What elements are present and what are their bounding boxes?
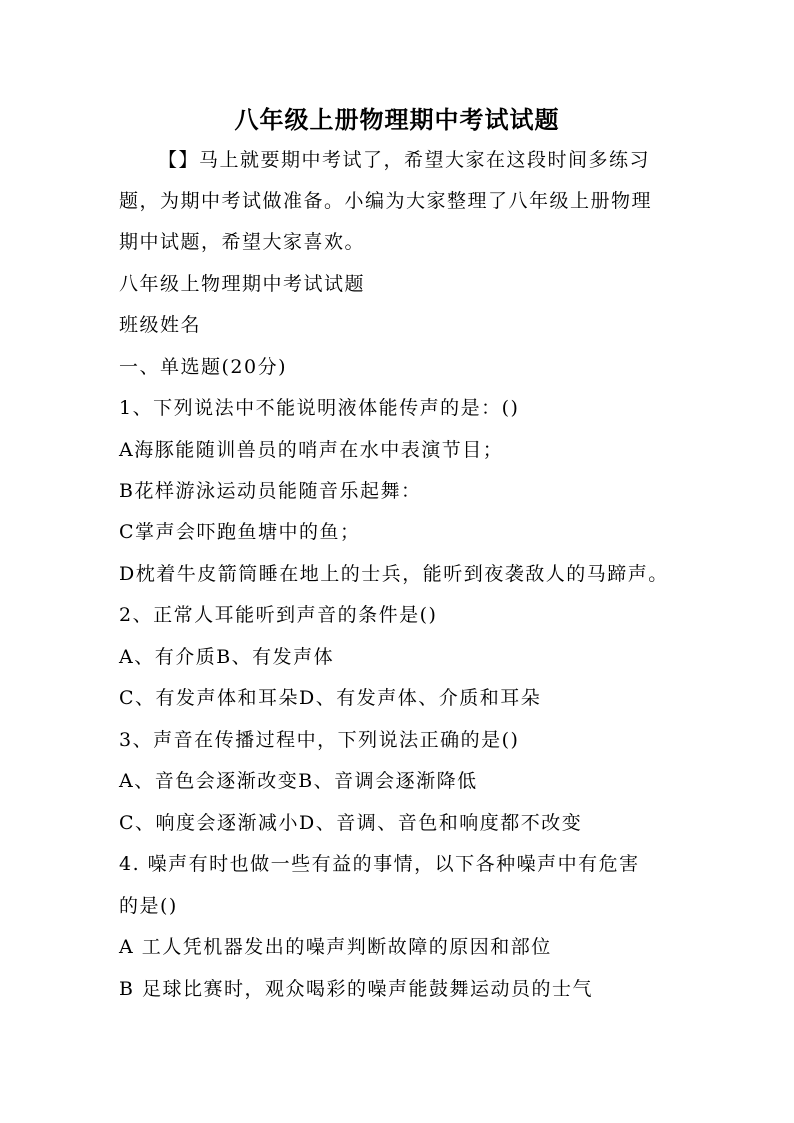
document-title: 八年级上册物理期中考试试题 [234,105,560,134]
q4-option-a: A 工人凭机器发出的噪声判断故障的原因和部位 [119,936,552,958]
q3-options-ab: A、音色会逐渐改变B、音调会逐渐降低 [119,770,478,792]
class-name-line: 班级姓名 [119,314,202,336]
q4-option-b: B 足球比赛时，观众喝彩的噪声能鼓舞运动员的士气 [119,978,594,1000]
exam-subtitle: 八年级上物理期中考试试题 [119,273,366,295]
q1-option-d: D枕着牛皮箭筒睡在地上的士兵，能听到夜袭敌人的马蹄声。 [119,563,669,585]
q1-option-a: A海豚能随训兽员的哨声在水中表演节目； [119,439,504,461]
intro-line-1: 【】马上就要期中考试了，希望大家在这段时间多练习 [158,149,651,171]
q1-option-c: C掌声会吓跑鱼塘中的鱼； [119,521,361,543]
q3-stem: 3、声音在传播过程中，下列说法正确的是() [119,729,520,751]
intro-line-3: 期中试题，希望大家喜欢。 [119,231,366,253]
q2-stem: 2、正常人耳能听到声音的条件是() [119,604,438,626]
section-heading: 一、单选题(20分) [119,356,288,378]
q1-option-b: B花样游泳运动员能随音乐起舞： [119,480,422,502]
q4-stem-line-1: 4. 噪声有时也做一些有益的事情，以下各种噪声中有危害 [119,853,640,875]
q2-options-ab: A、有介质B、有发声体 [119,646,335,668]
q1-stem: 1、下列说法中不能说明液体能传声的是：() [119,397,520,419]
q3-options-cd: C、响度会逐渐减小D、音调、音色和响度都不改变 [119,812,583,834]
intro-line-2: 题，为期中考试做准备。小编为大家整理了八年级上册物理 [119,190,653,212]
q2-options-cd: C、有发声体和耳朵D、有发声体、介质和耳朵 [119,687,542,709]
q4-stem-line-2: 的是() [119,895,178,917]
